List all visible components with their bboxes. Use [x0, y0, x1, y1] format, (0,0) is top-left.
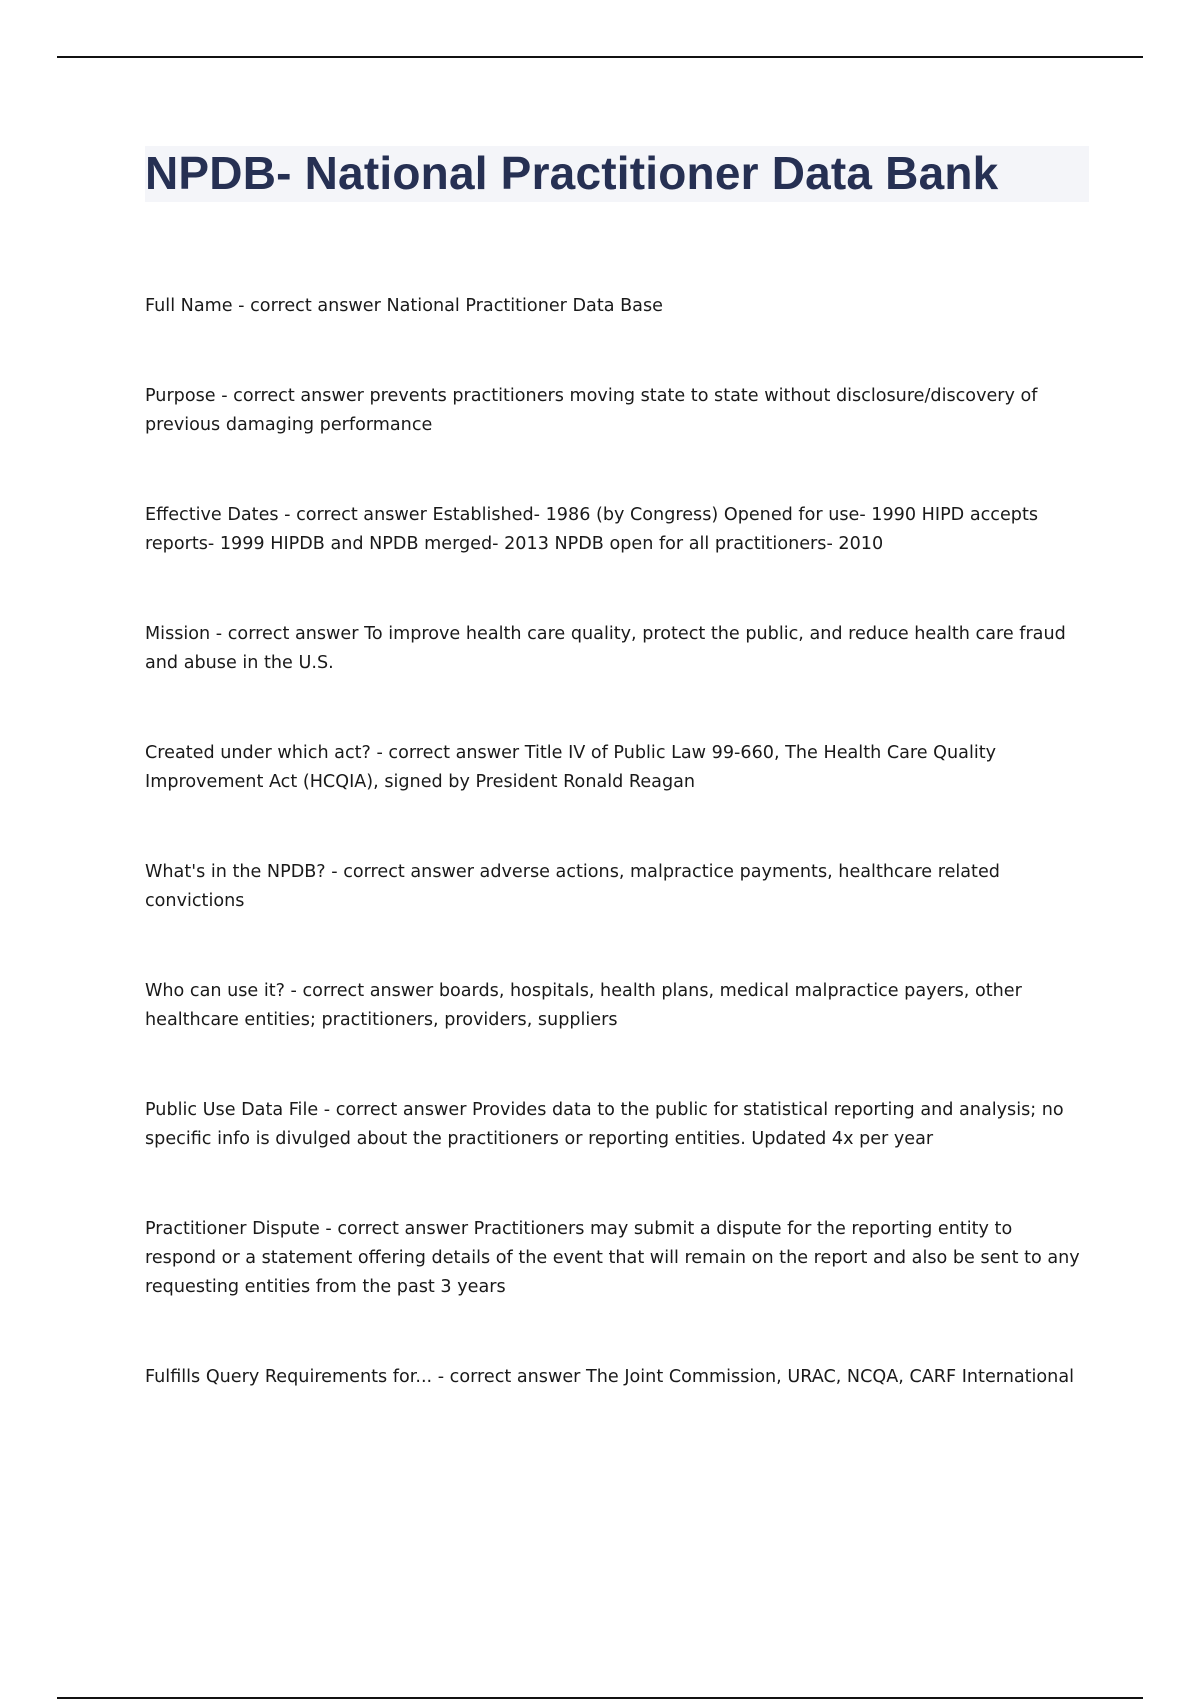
card-term: Effective Dates: [145, 505, 279, 525]
card-separator: - correct answer: [215, 386, 370, 406]
card-answer: Established- 1986 (by Congress) Opened for use- 1990 HIPD accepts reports- 1999 HIPDB and NPDB merged- 2013 NPDB open for all practitioners- 2010: [145, 505, 1039, 554]
flashcard: [145, 1215, 1085, 1302]
card-term: Public Use Data File: [145, 1100, 319, 1120]
card-term: What's in the NPDB?: [145, 862, 326, 882]
document-title: NPDB- National Practitioner Data Bank: [145, 147, 999, 199]
flashcard: [145, 977, 1085, 1035]
card-separator: - correct answer: [278, 505, 433, 525]
card-term: Who can use it?: [145, 981, 285, 1001]
flashcard: [145, 739, 1085, 797]
card-answer: The Joint Commission, URAC, NCQA, CARF International: [586, 1367, 1074, 1387]
card-separator: - correct answer: [432, 1367, 587, 1387]
card-answer: National Practitioner Data Base: [386, 296, 663, 316]
card-separator: - correct answer: [370, 743, 525, 763]
card-term: Purpose: [145, 386, 216, 406]
card-term: Mission: [145, 624, 211, 644]
card-separator: - correct answer: [318, 1100, 473, 1120]
flashcard: [145, 858, 1085, 916]
card-answer: Provides data to the public for statistical reporting and analysis; no specific info is divulged about the practitioners or reporting entities. Updated 4x per year: [145, 1100, 1064, 1149]
flashcard: [145, 382, 1085, 440]
card-term: Fulfills Query Requirements for...: [145, 1367, 433, 1387]
card-answer: Title IV of Public Law 99-660, The Health Care Quality Improvement Act (HCQIA), signed by President Ronald Reagan: [145, 743, 997, 792]
card-separator: - correct answer: [284, 981, 439, 1001]
flashcard: [145, 1363, 1085, 1392]
card-answer: boards, hospitals, health plans, medical malpractice payers, other healthcare entities; practitioners, providers, suppliers: [145, 981, 1022, 1030]
card-answer: Practitioners may submit a dispute for the reporting entity to respond or a statement offering details of the event that will remain on the report and also be sent to any requesting entities from the past 3 years: [145, 1219, 1080, 1297]
card-answer: To improve health care quality, protect the public, and reduce health care fraud and abuse in the U.S.: [145, 624, 1066, 673]
card-separator: - correct answer: [319, 1219, 474, 1239]
flashcard: [145, 1096, 1085, 1154]
card-separator: - correct answer: [210, 624, 365, 644]
flashcard-list: [145, 292, 1085, 1453]
bottom-rule: [57, 1697, 1143, 1699]
top-rule: [57, 56, 1143, 58]
flashcard: [145, 292, 1085, 321]
flashcard: [145, 501, 1085, 559]
card-term: Practitioner Dispute: [145, 1219, 320, 1239]
card-answer: prevents practitioners moving state to state without disclosure/discovery of previous damaging performance: [145, 386, 1038, 435]
card-separator: - correct answer: [325, 862, 480, 882]
card-term: Created under which act?: [145, 743, 371, 763]
card-term: Full Name: [145, 296, 233, 316]
flashcard: [145, 620, 1085, 678]
card-separator: - correct answer: [232, 296, 387, 316]
card-answer: adverse actions, malpractice payments, healthcare related convictions: [145, 862, 1000, 911]
